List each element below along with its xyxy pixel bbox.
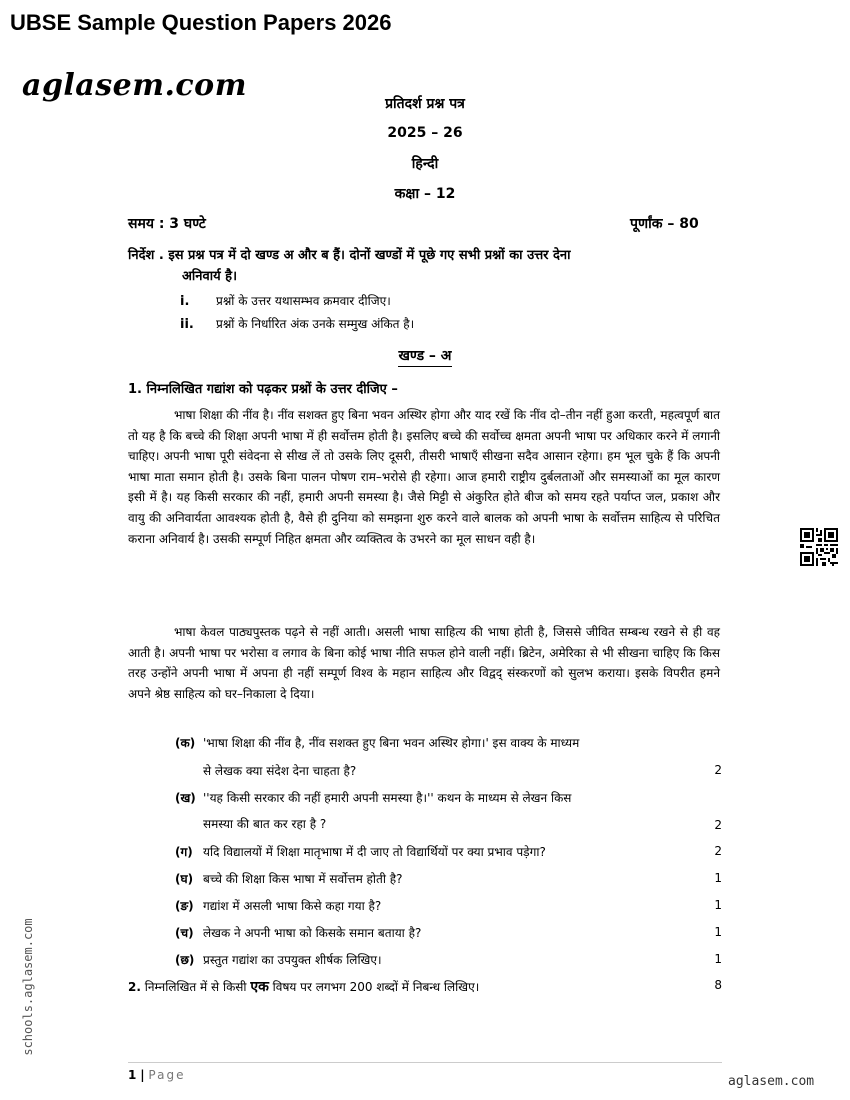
subquestion-label: (घ) [175, 872, 194, 886]
marks-value: 1 [714, 925, 722, 939]
marks-value: 8 [714, 978, 722, 992]
paper-class: कक्षा – 12 [394, 186, 456, 202]
subquestion-ka [175, 734, 720, 751]
side-watermark: schools.aglasem.com [21, 918, 35, 1056]
subquestion-text: बच्चे की शिक्षा किस भाषा में सर्वोत्तम होती है? [203, 872, 403, 886]
subquestion-text: गद्यांश में असली भाषा किसे कहा गया है? [203, 899, 382, 913]
instructions-lead-cont: अनिवार्य है। [182, 269, 238, 284]
instructions [128, 245, 718, 287]
marks-value: 1 [714, 898, 722, 912]
section-heading [0, 346, 850, 365]
question-1-heading: 1. निम्नलिखित गद्यांश को पढ़कर प्रश्नों के उत्तर दीजिए – [128, 382, 398, 397]
subquestion-ka-cont: से लेखक क्या संदेश देना चाहता है? [203, 764, 357, 778]
instruction-num: i. [180, 294, 190, 309]
marks-value: 2 [714, 763, 722, 777]
question-text-part: निम्नलिखित में से किसी [144, 980, 247, 994]
banner-title: UBSE Sample Question Papers 2026 [10, 10, 392, 35]
subquestion-gha [175, 870, 720, 887]
marks-value: 1 [714, 871, 722, 885]
marks-value: 2 [714, 844, 722, 858]
page-word: Page [148, 1068, 186, 1082]
paper-subject: हिन्दी [411, 156, 439, 172]
subquestion-label: (ख) [175, 791, 196, 805]
subquestion-label: (छ) [175, 953, 195, 967]
question-emphasis: एक [250, 979, 269, 995]
subquestion-label: (ङ) [175, 899, 194, 913]
instruction-item [180, 315, 414, 332]
marks-value: 1 [714, 952, 722, 966]
page-number [128, 1068, 185, 1082]
subquestion-nga [175, 897, 720, 914]
subquestion-text: यदि विद्यालयों में शिक्षा मातृभाषा में दी जाए तो विद्यार्थियों पर क्या प्रभाव पड़ेगा? [203, 845, 546, 859]
subquestion-text: प्रस्तुत गद्यांश का उपयुक्त शीर्षक लिखिए। [203, 953, 382, 967]
page-number-value: 1 [128, 1068, 137, 1082]
marks-value: 2 [714, 818, 722, 832]
paper-title: प्रतिदर्श प्रश्न पत्र [385, 96, 465, 112]
subquestion-label: (च) [175, 926, 194, 940]
page-number-sep: | [140, 1068, 145, 1082]
question-text-part: विषय पर लगभग 200 शब्दों में निबन्ध लिखिए। [272, 980, 480, 994]
subquestion-text: लेखक ने अपनी भाषा को किसके समान बताया है? [203, 926, 422, 940]
subquestion-ga [175, 843, 720, 860]
subquestion-kha-cont: समस्या की बात कर रहा है ? [203, 817, 327, 831]
instruction-text: प्रश्नों के निर्धारित अंक उनके सम्मुख अंकित है। [216, 317, 415, 331]
passage-paragraph-2: भाषा केवल पाठ्यपुस्तक पढ़ने से नहीं आती। असली भाषा साहित्य की भाषा होती है, जिससे जीवित सम्बन्ध रखने से ही वह आती है। अपनी भाषा पर भरोसा व लगाव के बिना कोई भाषा नीति सफल होने वाली नहीं। ब्रिटेन, अमेरिका से भी सीखना चाहिए कि किस तरह उन्होंने अपनी भाषा में अपना ही नहीं सम्पूर्ण विश्व के महान साहित्य और विद्वद् संस्करणों को सुलभ कराया। इसके विपरीत हमने अपने श्रेष्ठ साहित्य को घर–निकाला दे दिया। [128, 625, 720, 701]
question-2 [128, 977, 479, 996]
section-title: खण्ड – अ [398, 348, 451, 367]
instruction-num: ii. [180, 317, 194, 332]
time-allowed: समय : 3 घण्टे [128, 216, 206, 232]
passage-paragraph-1: भाषा शिक्षा की नींव है। नींव सशक्त हुए बिना भवन अस्थिर होगा और याद रखें कि नींव दो–तीन नहीं हुआ करती, महत्वपूर्ण बात तो यह है कि बच्चे की शिक्षा अपनी भाषा में ही सर्वोत्तम होती है। इसलिए बच्चे की सर्वोच्च क्षमता अपनी भाषा पर अधिकार करने में लगानी चाहिए। अपनी भाषा पूरी संवेदना से सीख लें तो उसके लिए दूसरी, तीसरी भाषाएँ सीखना सदैव आसान रहेगा। हम भूल चुके हैं कि अपनी भाषा माता समान होती है। उसके बिना पालन पोषण राम–भरोसे ही रहेगा। आज हमारी राष्ट्रीय दुर्बलताओं और समस्याओं का मूल कारण इसी में है। यह किसी सरकार की नहीं, हमारी अपनी समस्या है। जैसे मिट्टी से अंकुरित होते बीज को समय रहते पर्याप्त जल, प्रकाश और वायु की अनिवार्यता आवश्यक होती है, वैसे ही दुनिया को समझना शुरु करने वाले बालक को अपनी भाषा के सर्वोत्तम साहित्य से परिचित कराना अनिवार्य है। उसकी सम्पूर्ण निहित क्षमता और व्यक्तित्व के उभरने का मूल साधन वही है। [128, 408, 720, 546]
subquestion-cha [175, 924, 720, 941]
instruction-item [180, 292, 391, 309]
subquestion-kha [175, 789, 720, 806]
footer-divider [128, 1062, 722, 1063]
question-number: 2. [128, 980, 141, 994]
subquestion-text: ''यह किसी सरकार की नहीं हमारी अपनी समस्या है।'' कथन के माध्यम से लेखन किस [203, 791, 572, 805]
instruction-text: प्रश्नों के उत्तर यथासम्भव क्रमवार दीजिए। [216, 294, 391, 308]
instructions-lead: निर्देश . इस प्रश्न पत्र में दो खण्ड अ और ब हैं। दोनों खण्डों में पूछे गए सभी प्रश्नों का उत्तर देना [128, 248, 571, 263]
subquestion-label: (ग) [175, 845, 193, 859]
subquestion-text: 'भाषा शिक्षा की नींव है, नींव सशक्त हुए बिना भवन अस्थिर होगा।' इस वाक्य के माध्यम [203, 736, 580, 750]
corner-watermark: aglasem.com [728, 1074, 815, 1089]
aglasem-logo: aglasem.com [22, 68, 247, 103]
subquestion-label: (क) [175, 736, 196, 750]
qr-code-icon [800, 528, 838, 566]
max-marks: पूर्णांक – 80 [630, 216, 699, 232]
paper-year: 2025 – 26 [387, 125, 463, 141]
subquestion-chha [175, 951, 720, 968]
